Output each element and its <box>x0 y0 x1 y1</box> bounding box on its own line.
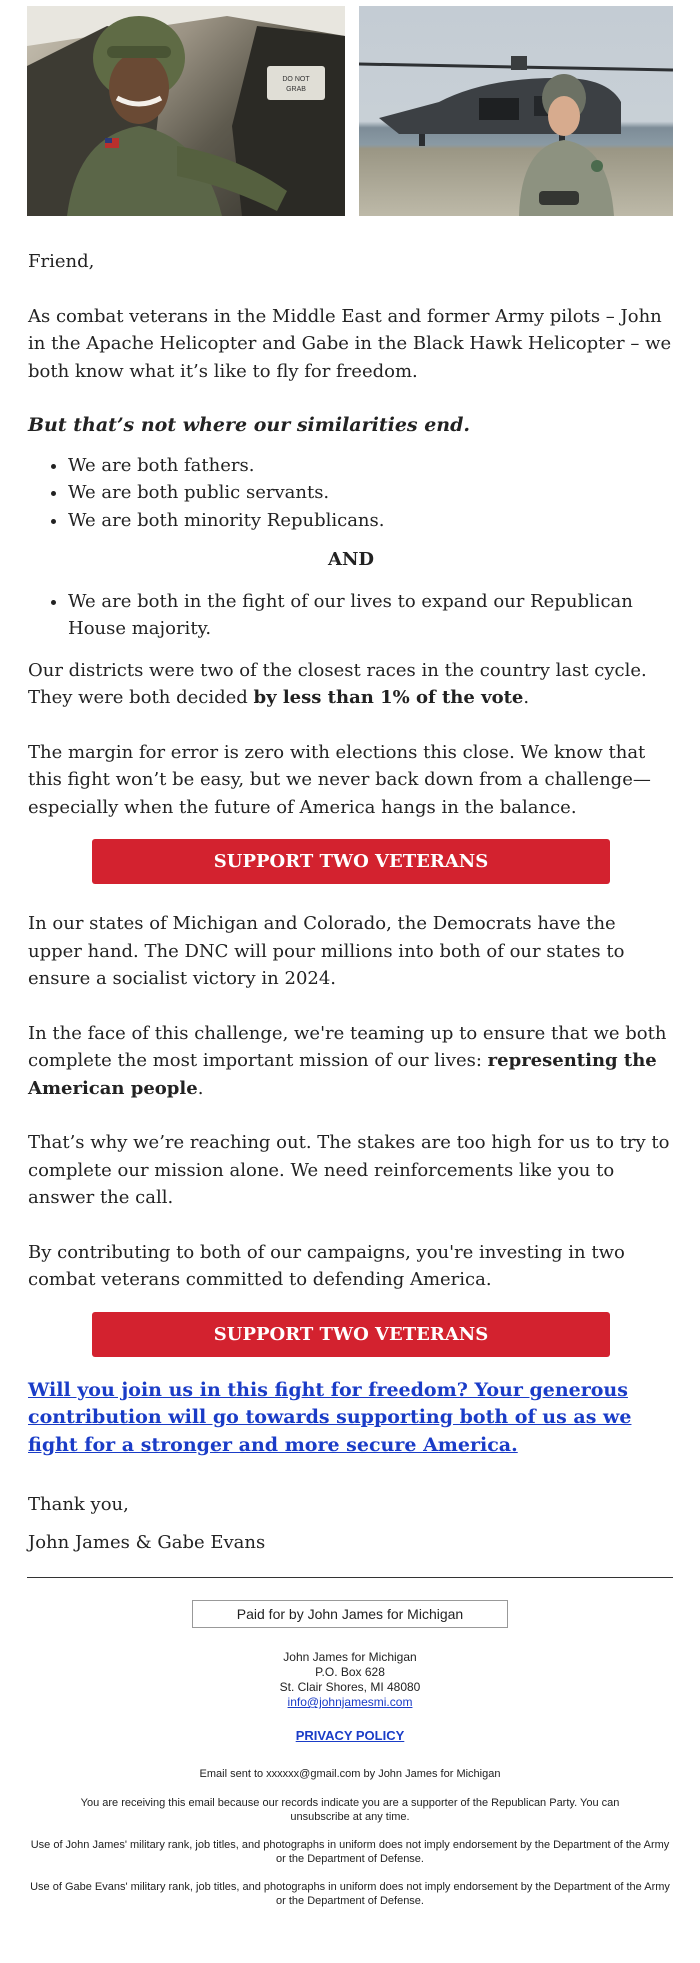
districts-text: Our districts were two of the closest races in the country last cycle. They were both decided <box>28 659 647 708</box>
join-fight-link[interactable]: Will you join us in this fight for freedom? Your generous contribution will go towards supporting both of us as we fight for a stronger and more secure America. <box>28 1378 632 1456</box>
sticker-line-2: GRAB <box>286 86 306 93</box>
privacy-wrapper <box>27 1728 673 1743</box>
support-two-veterans-button-2[interactable]: SUPPORT TWO VETERANS <box>92 1312 610 1357</box>
thanks-text: Thank you, <box>28 1494 129 1515</box>
receiving-text: You are receiving this email because our records indicate you are a supporter of the Republican Party. You can unsubscribe at any time. <box>80 1797 620 1823</box>
intro-paragraph: As combat veterans in the Middle East and former Army pilots – John in the Apache Helicopter and Gabe in the Black Hawk Helicopter – we both know what it’s like to fly for freedom. <box>28 305 672 382</box>
footer-divider <box>27 1577 673 1578</box>
signature: John James & Gabe Evans <box>28 1531 266 1553</box>
similarities-list <box>28 452 674 535</box>
list-item: • We are both in the fight of our lives to expand our Republican House majority. <box>68 588 674 643</box>
greeting: Friend, <box>28 251 95 272</box>
districts-end: . <box>523 687 530 708</box>
org-name: John James for Michigan <box>283 1650 417 1664</box>
pilot-in-cockpit-photo <box>27 6 345 216</box>
privacy-policy-link[interactable]: PRIVACY POLICY <box>295 1728 405 1743</box>
challenge-paragraph <box>28 1020 674 1103</box>
and-divider-text: AND <box>327 549 375 570</box>
support-two-veterans-button[interactable]: SUPPORT TWO VETERANS <box>92 839 610 884</box>
contributing-paragraph: By contributing to both of our campaigns, you're investing in two combat veterans committed to defending America. <box>28 1241 625 1290</box>
address-block <box>27 1650 673 1710</box>
email-link[interactable]: info@johnjamesmi.com <box>287 1695 413 1709</box>
sent-to-text: Email sent to xxxxxx@gmail.com by John James for Michigan <box>199 1768 501 1780</box>
helicopter-photo-graphic <box>359 6 673 216</box>
soldier-with-black-hawk-photo <box>359 6 673 216</box>
challenge-end: . <box>197 1077 204 1099</box>
city-state: St. Clair Shores, MI 48080 <box>279 1680 421 1694</box>
fight-list <box>28 588 674 643</box>
cta-wrapper-1 <box>28 839 674 884</box>
challenge-bold: representing the American people <box>28 1050 657 1099</box>
pilot-photo-graphic <box>27 6 345 216</box>
sticker-line-1: DO NOT <box>282 76 310 83</box>
list-item: • We are both minority Republicans. <box>68 507 674 535</box>
margin-paragraph: The margin for error is zero with elections this close. We know that this fight won’t be easy, but we never back down from a challenge— especially when the future of America hangs in the balance. <box>28 741 651 818</box>
states-paragraph: In our states of Michigan and Colorado, the Democrats have the upper hand. The DNC will pour millions into both of our states to ensure a socialist victory in 2024. <box>28 913 625 989</box>
list-item: • We are both public servants. <box>68 479 674 507</box>
header-photos <box>27 6 673 216</box>
cta-wrapper-2 <box>28 1312 674 1357</box>
po-box: P.O. Box 628 <box>315 1665 385 1679</box>
paid-for-box: Paid for by John James for Michigan <box>192 1600 508 1628</box>
similarities-heading: But that’s not where our similarities end. <box>28 414 471 436</box>
reaching-paragraph: That’s why we’re reaching out. The stakes are too high for us to try to complete our mission alone. We need reinforcements like you to answer the call. <box>28 1132 670 1208</box>
disclaimer-john: Use of John James' military rank, job titles, and photographs in uniform does not imply endorsement by the Department of the Army or the Department of Defense. <box>30 1839 670 1865</box>
disclaimer-gabe: Use of Gabe Evans' military rank, job titles, and photographs in uniform does not imply endorsement by the Department of the Army or the Department of Defense. <box>30 1881 670 1907</box>
list-item: • We are both fathers. <box>68 452 674 480</box>
challenge-text: In the face of this challenge, we're teaming up to ensure that we both complete the most important mission of our lives: <box>28 1022 667 1071</box>
districts-bold: by less than 1% of the vote <box>253 687 524 708</box>
footer <box>27 1600 673 1908</box>
districts-paragraph <box>28 657 674 712</box>
letter-body <box>28 248 674 1583</box>
